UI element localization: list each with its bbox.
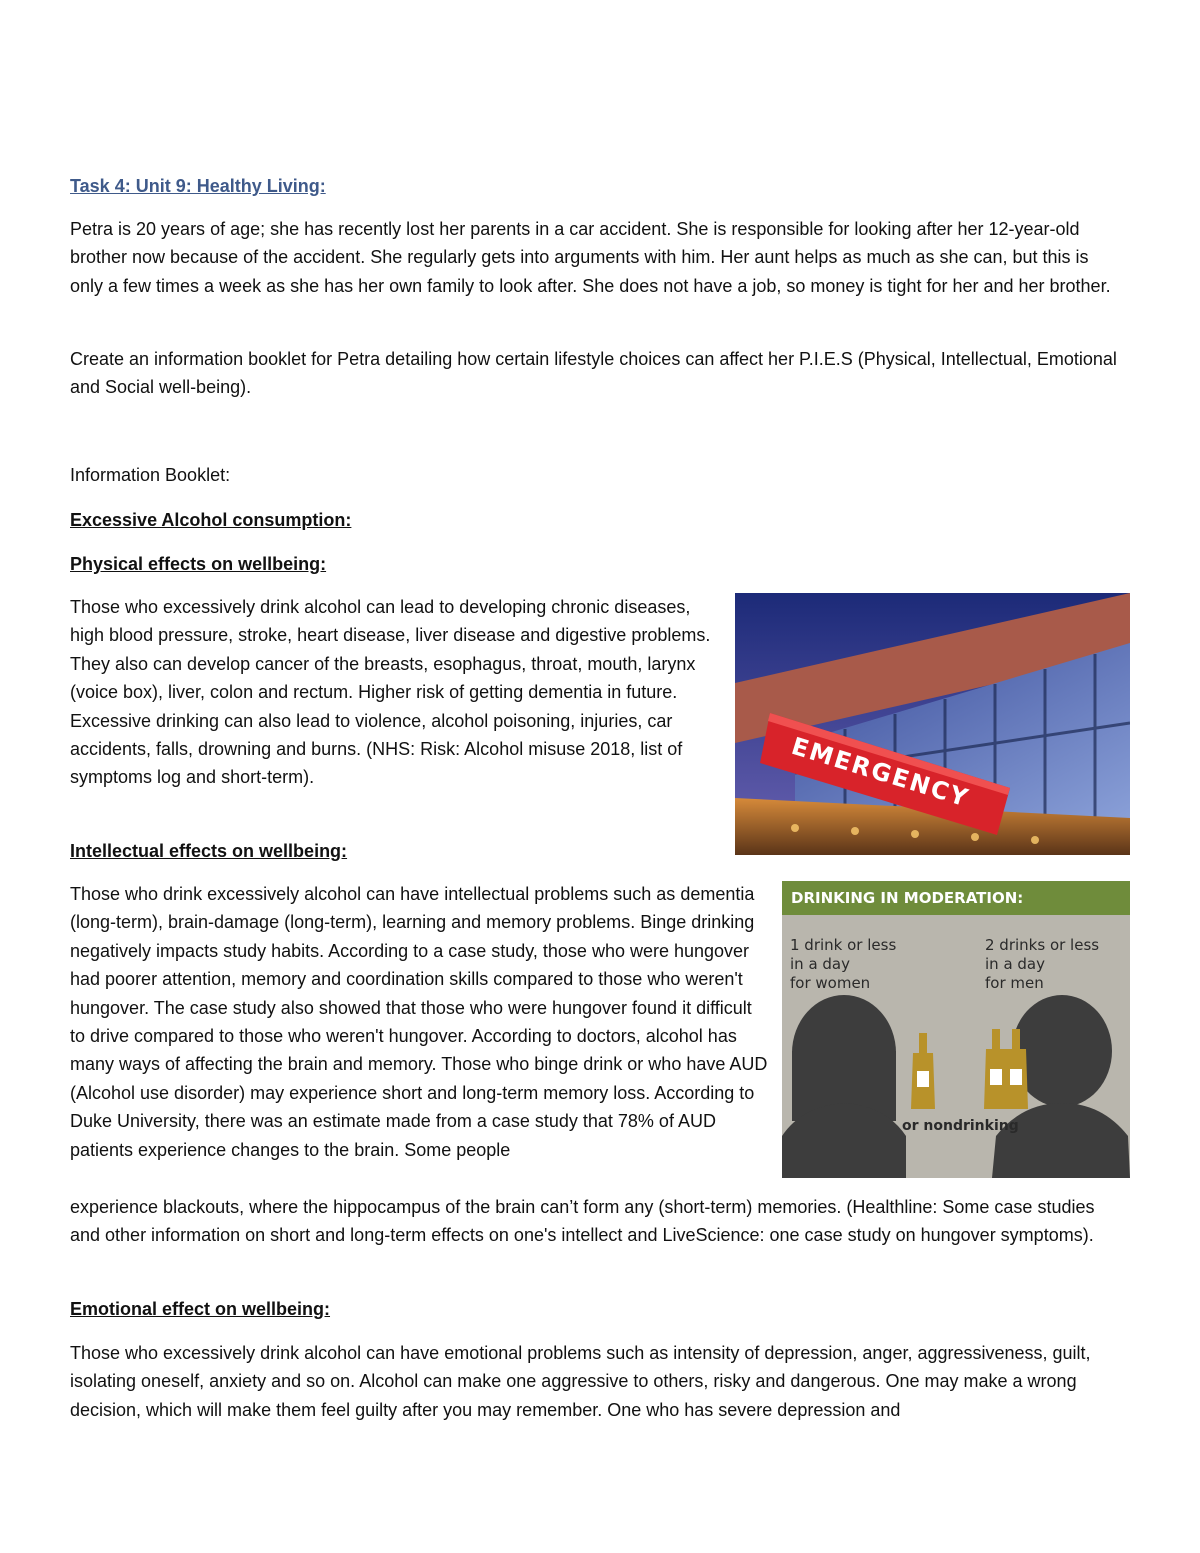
bottle-icon <box>911 1033 935 1109</box>
booklet-label: Information Booklet: <box>70 465 231 485</box>
nondrinking-label: or nondrinking <box>902 1118 1019 1134</box>
emergency-sign-text: EMERGENCY <box>788 731 973 813</box>
physical-body: Those who excessively drink alcohol can lead to developing chronic diseases, high blood pressure, stroke, heart disease, liver disease and digestive problems. They also can develop cancer of the breasts, esophagus, throat, mouth, larynx (voice box), liver, colon and rectum. Higher risk of getting dementia in future. Excessive drinking can also lead to violence, alcohol poisoning, injuries, car accidents, falls, drowning and burns. (NHS: Risk: Alcohol misuse 2018, list of symptoms log and short-term). <box>70 597 711 788</box>
task-instruction: Create an information booklet for Petra detailing how certain lifestyle choices can affect her P.I.E.S (Physical, Intellectual, Emotional and Social well-being). <box>70 349 1117 398</box>
section-heading-alcohol: Excessive Alcohol consumption: <box>70 510 352 530</box>
emotional-heading: Emotional effect on wellbeing: <box>70 1299 331 1319</box>
emergency-photo <box>735 593 1130 855</box>
woman-silhouette-icon <box>782 995 906 1178</box>
women-label: 1 drink or less in a day for women <box>790 936 897 992</box>
task-title <box>70 172 1120 200</box>
intellectual-body-full: experience blackouts, where the hippocampus of the brain can’t form any (short-term) memories. (Healthline: Some case studies and other information on short and long-term effects on one's intellect and LiveScience: one case study on hungover symptoms). <box>70 1197 1095 1246</box>
task-title-text: Task 4: Unit 9: Healthy Living: <box>70 176 326 196</box>
intro-paragraph: Petra is 20 years of age; she has recently lost her parents in a car accident. She is responsible for looking after her 12-year-old brother now because of the accident. She regularly gets into arguments with him. Her aunt helps as much as she can, but this is only a few times a week as she has her own family to look after. She does not have a job, so money is tight for her and her brother. <box>70 219 1111 296</box>
moderation-infographic <box>782 881 1130 1178</box>
emotional-body: Those who excessively drink alcohol can have emotional problems such as intensity of depression, anger, aggressiveness, guilt, isolating oneself, anxiety and so on. Alcohol can make one aggressive to others, risky and dangerous. One may make a wrong decision, which will make them feel guilty after you may remember. One who has severe depression and <box>70 1343 1091 1420</box>
physical-heading: Physical effects on wellbeing: <box>70 554 327 574</box>
men-label: 2 drinks or less in a day for men <box>985 936 1100 992</box>
intellectual-body-narrow: Those who drink excessively alcohol can have intellectual problems such as dementia (long-term), brain-damage (long-term), learning and memory problems. Binge drinking negatively impacts study habits. According to a case study, those who were hungover had poorer attention, memory and coordination skills compared to those who weren't hungover. The case study also showed that those who were hungover found it difficult to drive compared to those who weren't hungover. According to doctors, alcohol has many ways of affecting the brain and memory. Those who binge drink or who have AUD (Alcohol use disorder) may experience short and long-term memory loss. According to Duke University, there was an estimate made from a case study that 78% of AUD patients experience changes to the brain. Some people <box>70 884 768 1160</box>
infographic-title: DRINKING IN MODERATION: <box>782 881 1130 915</box>
intellectual-heading: Intellectual effects on wellbeing: <box>70 841 348 861</box>
emergency-sign <box>735 593 1130 855</box>
